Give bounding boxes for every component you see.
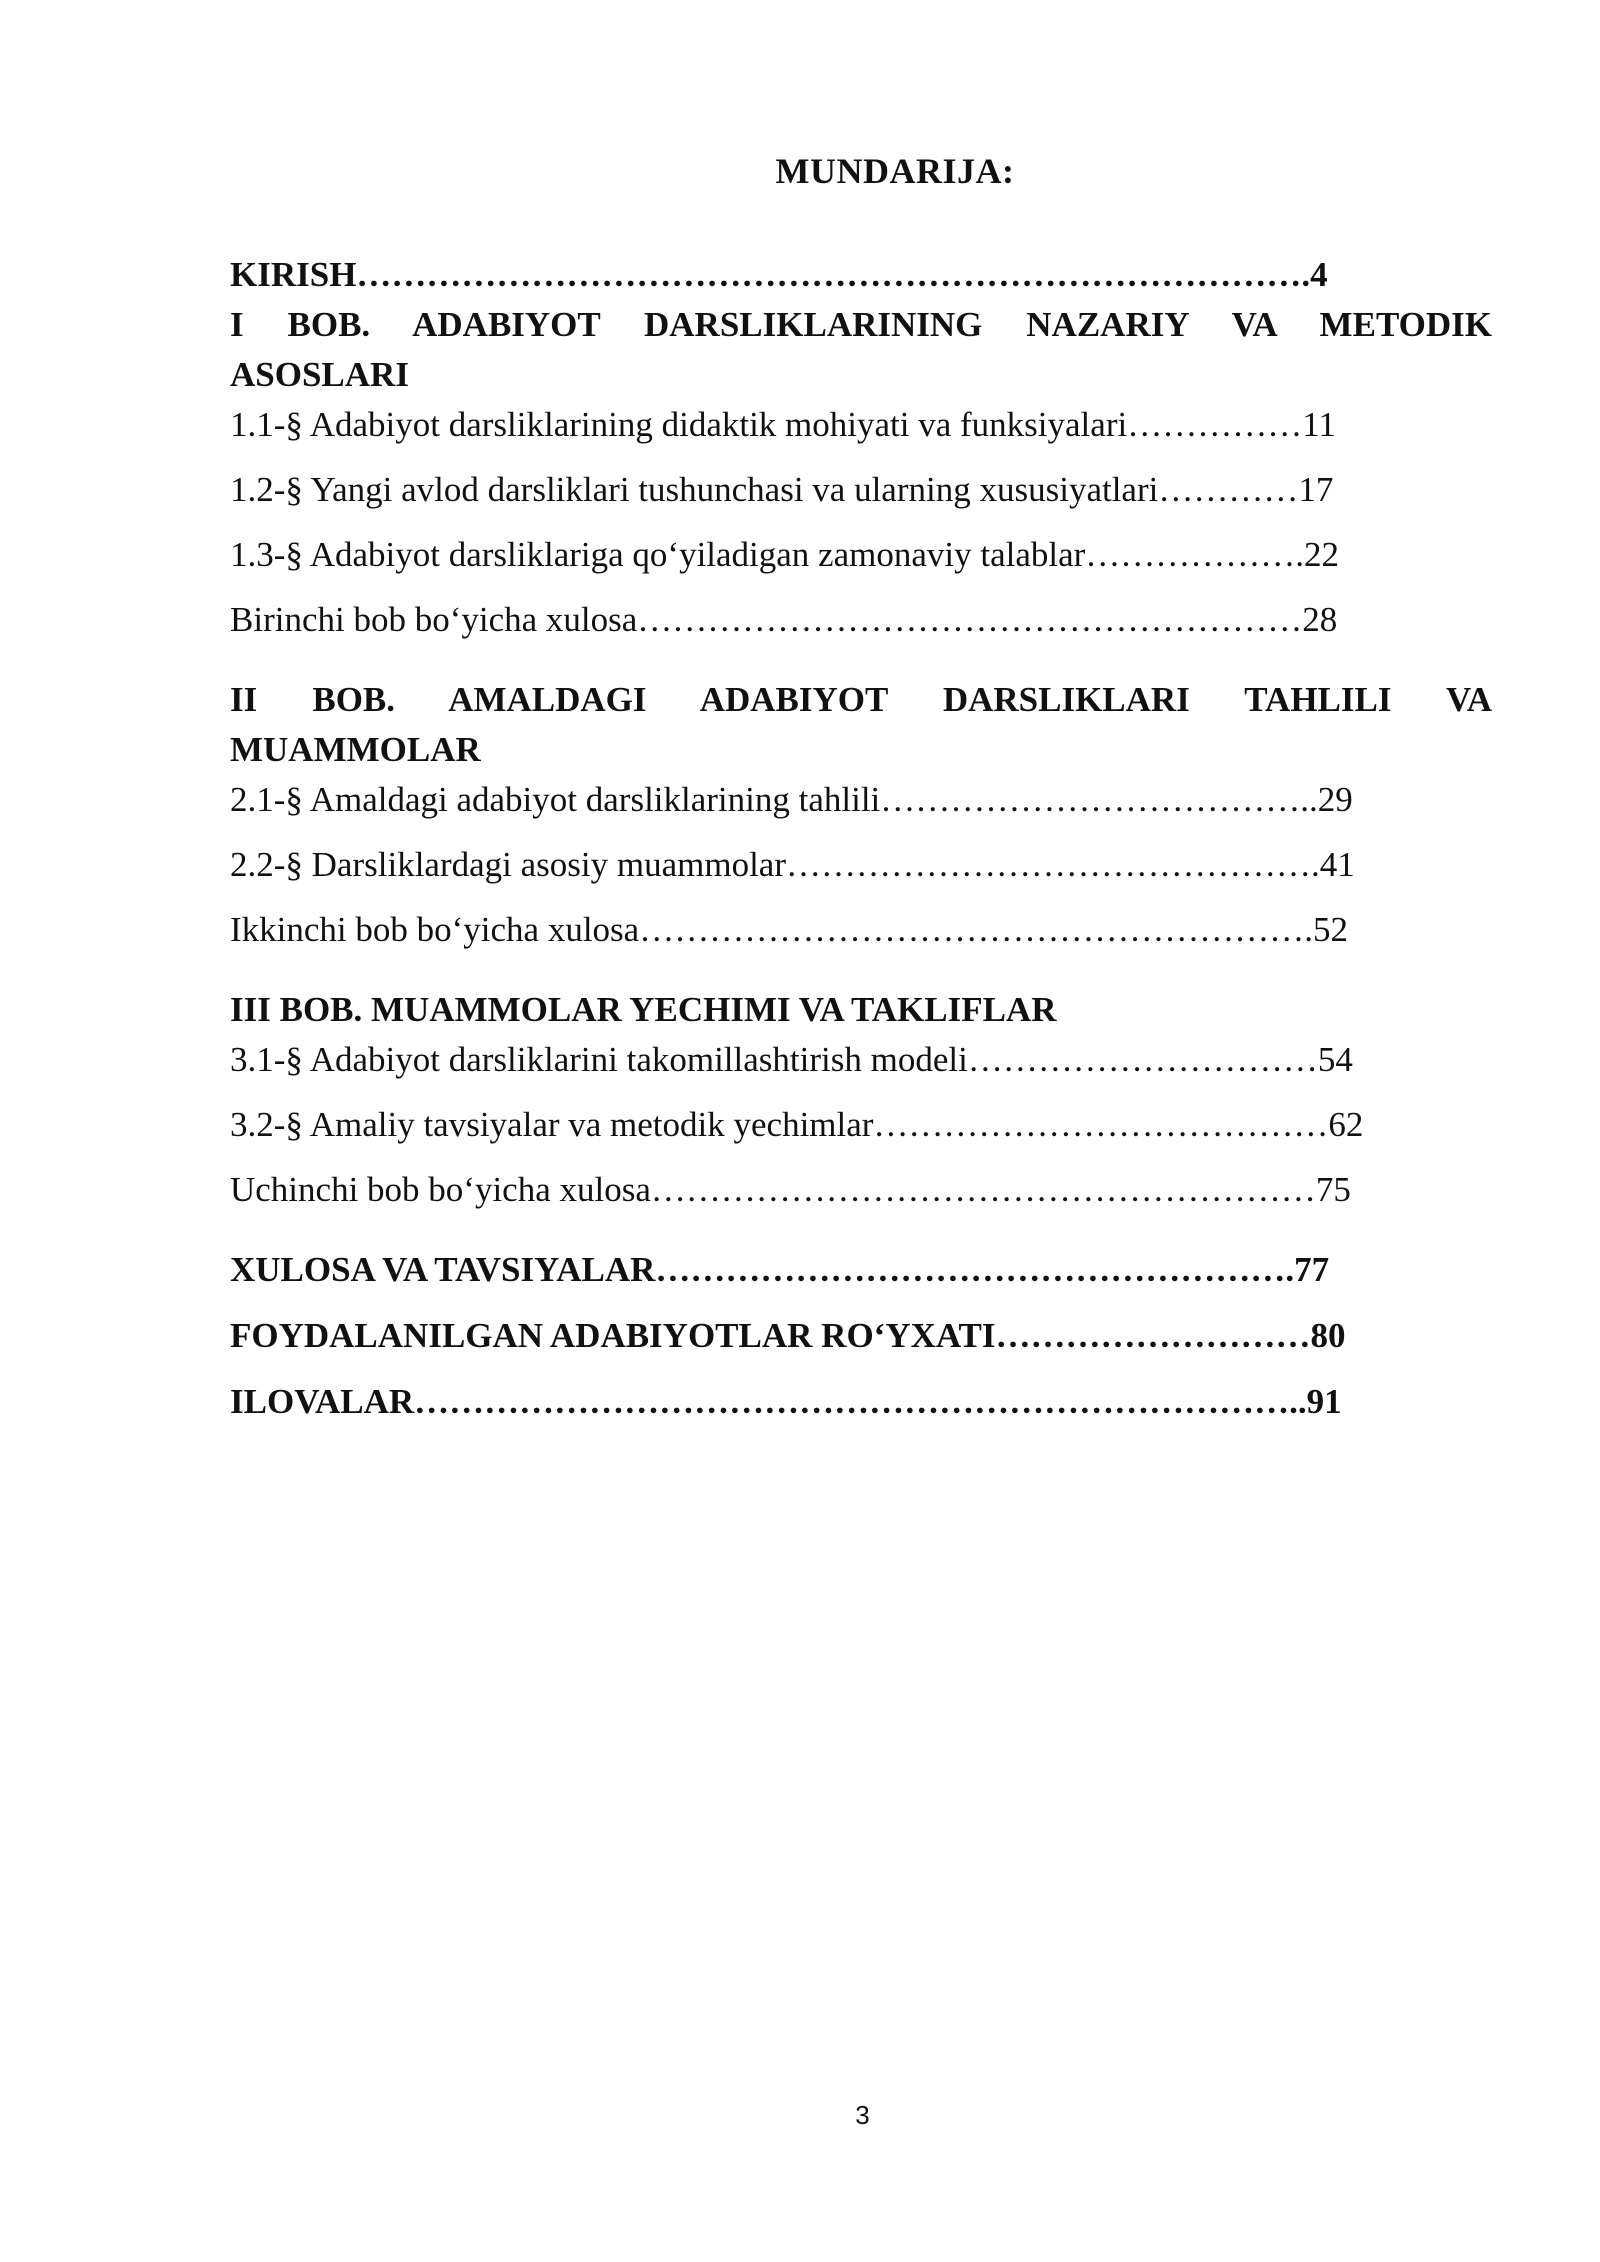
toc-entry-appendices: ILOVALAR…………………………………………………………………..91: [230, 1382, 1342, 1421]
toc-entry-2-1: 2.1-§ Amaldagi adabiyot darsliklarining tahlili………………………………..29: [230, 780, 1353, 819]
toc-entry-3-1: 3.1-§ Adabiyot darsliklarini takomillashtirish modeli…………………………54: [230, 1040, 1353, 1079]
toc-entry-chapter-3-conclusion: Uchinchi bob bo‘yicha xulosa…………………………………………………75: [230, 1170, 1351, 1209]
toc-entry-conclusions: XULOSA VA TAVSIYALAR……………………………………………….77: [230, 1250, 1330, 1289]
toc-entry-1-3: 1.3-§ Adabiyot darsliklariga qo‘yiladigan zamonaviy talablar……………….22: [230, 535, 1340, 574]
toc-entry-2-2: 2.2-§ Darsliklardagi asosiy muammolar……………………………………….41: [230, 845, 1355, 884]
table-of-contents: [230, 250, 1492, 1443]
toc-entry-chapter-1-conclusion: Birinchi bob bo‘yicha xulosa…………………………………………………28: [230, 600, 1338, 639]
toc-entry-1-2: 1.2-§ Yangi avlod darsliklari tushunchasi va ularning xususiyatlari…………17: [230, 470, 1334, 509]
page-number: 3: [855, 2100, 870, 2130]
toc-title: MUNDARIJA:: [775, 151, 1015, 191]
toc-chapter-2: II BOB. AMALDAGI ADABIYOT DARSLIKLARI TAHLILI VA MUAMMOLAR: [230, 680, 1492, 769]
toc-entry-chapter-2-conclusion: Ikkinchi bob bo‘yicha xulosa………………………………………………….52: [230, 910, 1348, 949]
toc-chapter-3: III BOB. MUAMMOLAR YECHIMI VA TAKLIFLAR: [230, 990, 1057, 1029]
toc-chapter-1: I BOB. ADABIYOT DARSLIKLARINING NAZARIY VA METODIK ASOSLARI: [230, 305, 1492, 394]
toc-entry-3-2: 3.2-§ Amaliy tavsiyalar va metodik yechimlar…………………………………62: [230, 1105, 1364, 1144]
toc-entry-1-1: 1.1-§ Adabiyot darsliklarining didaktik mohiyati va funksiyalari……………11: [230, 405, 1336, 444]
toc-entry-references: FOYDALANILGAN ADABIYOTLAR RO‘YXATI………………………80: [230, 1316, 1346, 1355]
toc-entry-kirish: KIRISH……………………………………………………………………….4: [230, 255, 1328, 294]
